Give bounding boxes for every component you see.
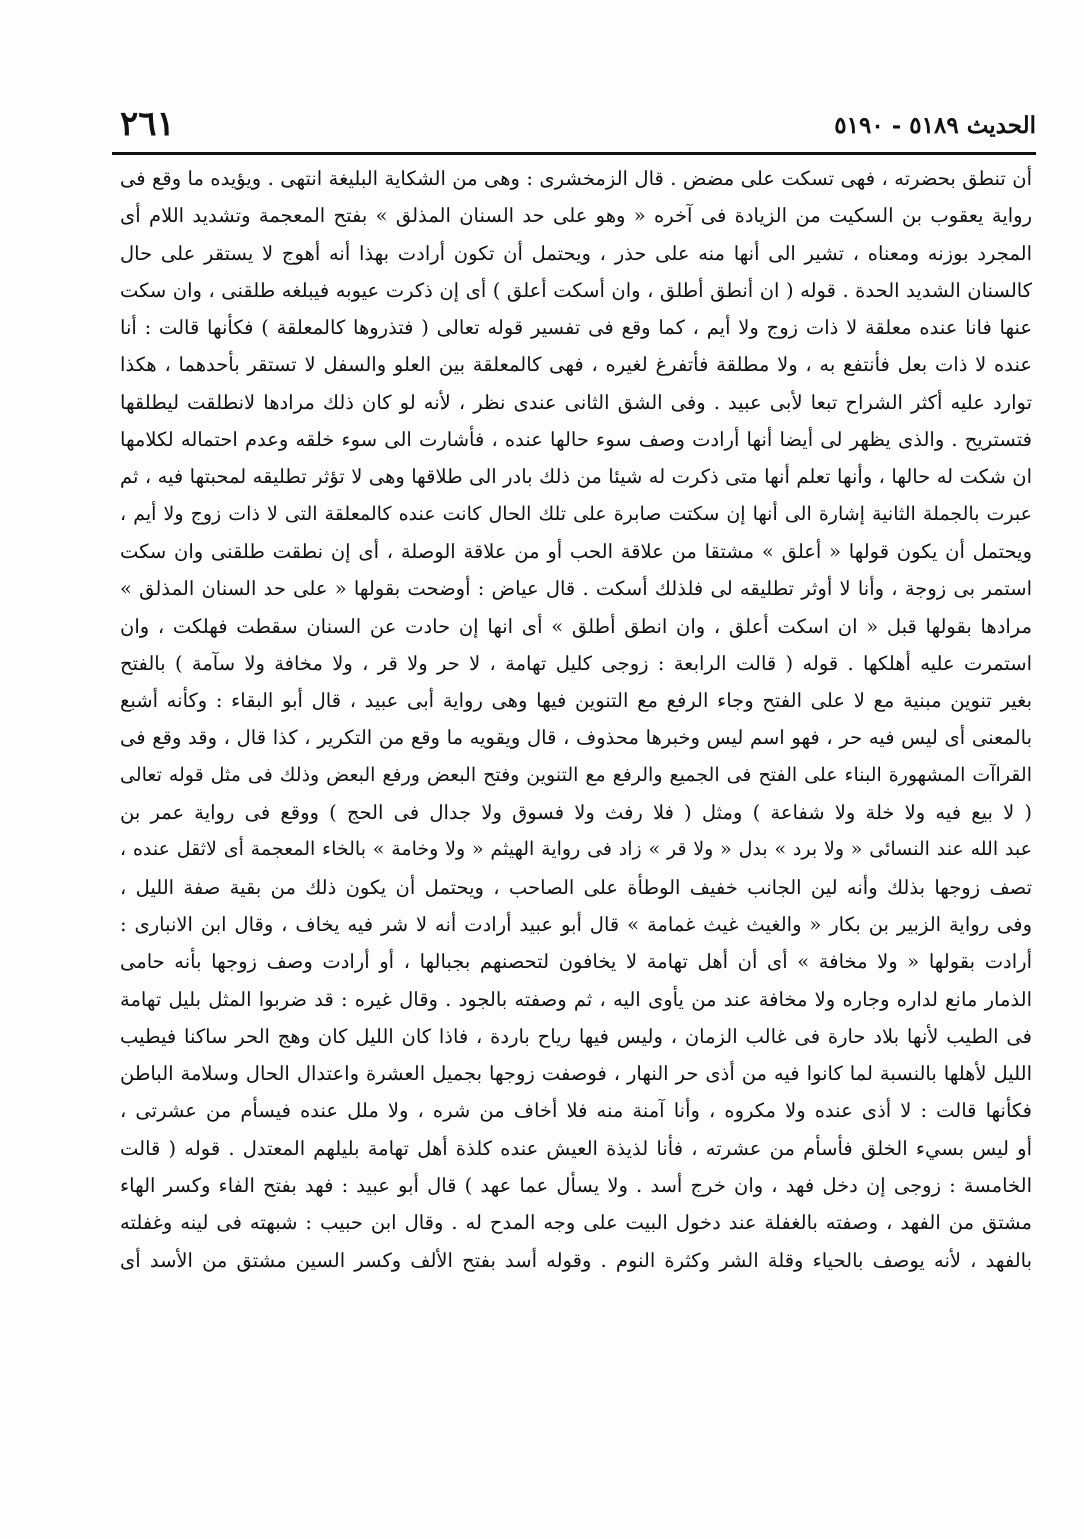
text-line: رواية يعقوب بن السكيت من الزيادة فى آخره « وهو على حد السنان المذلق » بفتح المعجمة وتشديد اللام أى bbox=[120, 204, 1032, 228]
text-line: فتستريح . والذى يظهر لى أيضا أنها أرادت وصف سوء حالها عنده ، فأشارت الى سوء خلقه وعدم احتماله لكلامها bbox=[120, 428, 1032, 452]
text-line: تصف زوجها بذلك وأنه لين الجانب خفيف الوطأة على الصاحب ، ويحتمل أن يكون ذلك من بقية صفة الليل ، bbox=[120, 875, 1032, 899]
text-line: عبد الله عند النسائى « ولا برد » بدل « ولا قر » زاد فى رواية الهيثم « ولا وخامة » بالخاء المعجمة أى لاثقل عنده ، bbox=[120, 838, 1032, 861]
text-line: كالسنان الشديد الحدة . قوله ( ان أنطق أطلق ، وان أسكت أعلق ) أى إن ذكرت عيوبه فيبلغه طلقنى ، وان سكت bbox=[120, 278, 1032, 302]
body-text bbox=[120, 160, 1032, 1500]
text-line: أو ليس بسيء الخلق فأسأم من عشرته ، فأنا لذيذة العيش عنده كلذة أهل تهامة بليلهم المعتدل . قوله ( قالت bbox=[120, 1136, 1032, 1160]
text-line: عنها فانا عنده معلقة لا ذات زوج ولا أيم ، كما وقع فى تفسير قوله تعالى ( فتذروها كالمعلقة ) فكأنها قالت : أنا bbox=[120, 316, 1032, 340]
text-line: الخامسة : زوجى إن دخل فهد ، وان خرج أسد . ولا يسأل عما عهد ) قال أبو عبيد : فهد بفتح الفاء وكسر الهاء bbox=[120, 1174, 1032, 1198]
text-line: ( لا بيع فيه ولا خلة ولا شفاعة ) ومثل ( فلا رفث ولا فسوق ولا جدال فى الحج ) ووقع فى رواية عمر بن bbox=[120, 801, 1032, 825]
text-line: بالفهد ، لأنه يوصف بالحياء وقلة الشر وكثرة النوم . وقوله أسد بفتح الألف وكسر السين مشتق من الأسد أى bbox=[120, 1248, 1032, 1272]
page-header bbox=[112, 104, 1036, 152]
text-line: عبرت بالجملة الثانية إشارة الى أنها إن سكتت صابرة على تلك الحال كانت عنده كالمعلقة التى لا ذات زوج ولا أيم ، bbox=[120, 502, 1032, 525]
text-line: أرادت بقولها « ولا مخافة » أى أن أهل تهامة لا يخافون لتحصنهم بجبالها ، أو أرادت وصف زوجها بأنه حامى bbox=[120, 950, 1032, 974]
text-line: مشتق من الفهد ، وصفته بالغفلة عند دخول البيت على وجه المدح له . وقال ابن حبيب : شبهته فى لينه وغفلته bbox=[120, 1211, 1032, 1235]
text-line: بالمعنى أى ليس فيه حر ، فهو اسم ليس وخبرها محذوف ، قال ويقويه ما وقع من التكرير ، كذا قال ، وقد وقع فى bbox=[120, 726, 1032, 750]
text-line: القراآت المشهورة البناء على الفتح فى الجميع والرفع مع التنوين وفتح البعض ورفع البعض وذلك فى مثل قوله تعالى bbox=[120, 763, 1032, 786]
text-line: مرادها بقولها قبل « ان اسكت أعلق ، وان انطق أطلق » أى انها إن حادت عن السنان سقطت فهلكت ، وان bbox=[120, 614, 1032, 638]
text-line: الليل لأهلها بالنسبة لما كانوا فيه من أذى حر النهار ، فوصفت زوجها بجميل العشرة واعتدال الحال وسلامة الباطن bbox=[120, 1062, 1032, 1086]
text-line: استمر بى زوجة ، وأنا لا أوثر تطليقه لى فلذلك أسكت . قال عياض : أوضحت بقولها « على حد السنان المذلق » bbox=[120, 577, 1032, 601]
text-line: توارد عليه أكثر الشراح تبعا لأبى عبيد . وفى الشق الثانى عندى نظر ، لأنه لو كان ذلك مرادها لانطلقت ليطلقها bbox=[120, 390, 1032, 414]
header-rule bbox=[112, 152, 1036, 155]
text-line: فكأنها قالت : لا أذى عنده ولا مكروه ، وأنا آمنة منه فلا أخاف من شره ، ولا ملل عنده فيسأم من عشرتى ، bbox=[120, 1099, 1032, 1123]
text-line: الذمار مانع لداره وجاره ولا مخافة عند من يأوى اليه ، ثم وصفته بالجود . وقال غيره : قد ضربوا المثل بليل تهامة bbox=[120, 987, 1032, 1011]
text-line: وفى رواية الزبير بن بكار « والغيث غيث غمامة » قال أبو عبيد أرادت أنه لا شر فيه يخاف ، وقال ابن الانبارى : bbox=[120, 912, 1032, 936]
page-number: ٢٦١ bbox=[120, 104, 175, 144]
text-line: أن تنطق بحضرته ، فهى تسكت على مضض . قال الزمخشرى : وهى من الشكاية البليغة انتهى . ويؤيده ما وقع فى bbox=[120, 167, 1032, 190]
text-line: استمرت عليه أهلكها . قوله ( قالت الرابعة : زوجى كليل تهامة ، لا حر ولا قر ، ولا مخافة ولا سآمة ) بالفتح bbox=[120, 651, 1032, 675]
text-line: المجرد بوزنه ومعناه ، تشير الى أنها منه على حذر ، ويحتمل أن تكون أرادت بهذا أنه أهوج لا يستقر على حال bbox=[120, 241, 1032, 265]
text-line: فى الطيب لأنها بلاد حارة فى غالب الزمان ، وليس فيها رياح باردة ، فاذا كان الليل كان وهج الحر ساكنا فيطيب bbox=[120, 1024, 1032, 1048]
text-line: بغير تنوين مبنية مع لا على الفتح وجاء الرفع مع التنوين فيها وهى رواية أبى عبيد ، قال أبو البقاء : وكأنه أشبع bbox=[120, 689, 1032, 713]
text-line: ان شكت له حالها ، وأنها تعلم أنها متى ذكرت له شيئا من ذلك بادر الى طلاقها وهى لا تؤثر تطليقه لمحبتها فيه ، ثم bbox=[120, 465, 1032, 489]
text-line: ويحتمل أن يكون قولها « أعلق » مشتقا من علاقة الحب أو من علاقة الوصلة ، أى إن نطقت طلقنى وان سكت bbox=[120, 539, 1032, 563]
text-line: عنده لا ذات بعل فأنتفع به ، ولا مطلقة فأتفرغ لغيره ، فهى كالمعلقة بين العلو والسفل لا تستقر بأحدهما ، هكذا bbox=[120, 353, 1032, 377]
running-title: الحديث ٥١٨٩ - ٥١٩٠ bbox=[834, 112, 1036, 139]
